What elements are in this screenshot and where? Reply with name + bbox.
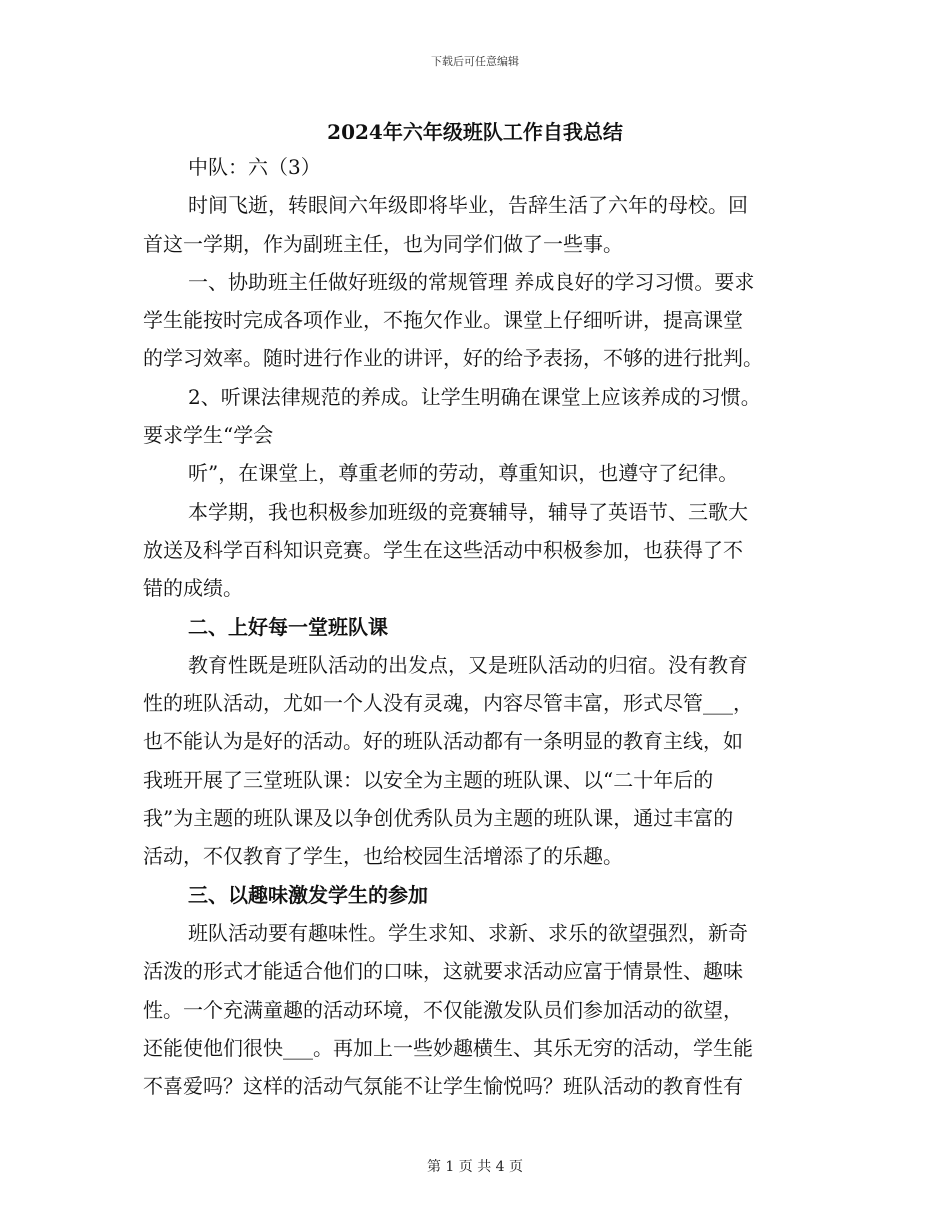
text-line: 时间飞逝，转眼间六年级即将毕业，告辞生活了六年的母校。回 xyxy=(188,193,748,218)
section-heading: 二、上好每一堂班队课 xyxy=(188,614,388,639)
page-header: 下载后可任意编辑 xyxy=(431,55,519,68)
text-line: 活泼的形式才能适合他们的口味，这就要求活动应富于情景性、趣味 xyxy=(143,959,743,984)
text-line: 也不能认为是好的活动。好的班队活动都有一条明显的教育主线，如 xyxy=(143,729,743,754)
text-line: 首这一学期，作为副班主任，也为同学们做了一些事。 xyxy=(143,231,623,256)
text-line: 要求学生“学会 xyxy=(143,423,274,448)
page-footer: 第 1 页 共 4 页 xyxy=(426,1159,524,1175)
text-line: 性。一个充满童趣的活动环境，不仅能激发队员们参加活动的欲望， xyxy=(143,997,743,1022)
text-line: 2、听课法律规范的养成。让学生明确在课堂上应该养成的习惯。 xyxy=(188,384,761,409)
text-line: 听”，在课堂上，尊重老师的劳动，尊重知识，也遵守了纪律。 xyxy=(188,461,739,486)
text-line: 放送及科学百科知识竞赛。学生在这些活动中积极参加，也获得了不 xyxy=(143,537,743,562)
text-line: 我”为主题的班队课及以争创优秀队员为主题的班队课，通过丰富的 xyxy=(143,806,734,831)
document-body xyxy=(143,148,808,1105)
text-line: 性的班队活动，尤如一个人没有灵魂，内容尽管丰富，形式尽管___， xyxy=(143,691,753,716)
section-heading: 三、以趣味激发学生的参加 xyxy=(188,882,428,907)
text-line: 错的成绩。 xyxy=(143,576,243,601)
text-line: 中队：六（3） xyxy=(188,155,321,179)
text-line: 我班开展了三堂班队课：以安全为主题的班队课、以“二十年后的 xyxy=(143,767,714,792)
text-line: 本学期，我也积极参加班级的竞赛辅导，辅导了英语节、三歌大 xyxy=(188,499,748,524)
text-line: 还能使他们很快___。再加上一些妙趣横生、其乐无穷的活动，学生能 xyxy=(143,1035,753,1060)
text-line: 活动，不仅教育了学生，也给校园生活增添了的乐趣。 xyxy=(143,844,623,869)
text-line: 一、协助班主任做好班级的常规管理 养成良好的学习习惯。要求 xyxy=(188,269,755,294)
text-line: 的学习效率。随时进行作业的讲评，好的给予表扬，不够的进行批判。 xyxy=(143,346,763,371)
document-title: 2024年六年级班队工作自我总结 xyxy=(327,120,623,144)
text-line: 班队活动要有趣味性。学生求知、求新、求乐的欲望强烈，新奇 xyxy=(188,920,748,945)
text-line: 不喜爱吗？这样的活动气氛能不让学生愉悦吗？班队活动的教育性有 xyxy=(143,1074,743,1099)
text-line: 教育性既是班队活动的出发点，又是班队活动的归宿。没有教育 xyxy=(188,652,748,677)
text-line: 学生能按时完成各项作业，不拖欠作业。课堂上仔细听讲，提高课堂 xyxy=(143,308,743,333)
